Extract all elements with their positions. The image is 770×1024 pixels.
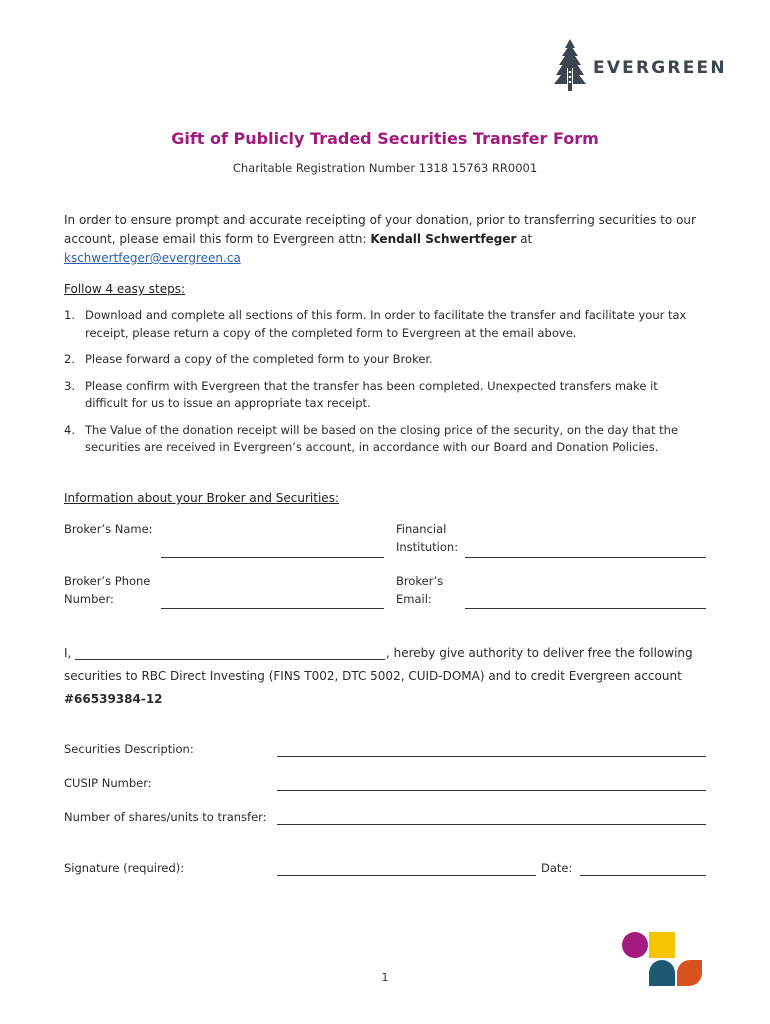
brand-wordmark: EVERGREEN [593,58,727,78]
date-label: Date: [541,861,573,875]
broker-phone-input[interactable] [161,594,384,609]
step-item [64,422,704,457]
financial-institution-input[interactable] [465,543,706,558]
intro-at: at [516,232,533,246]
broker-name-label: Broker’s Name: [64,522,153,536]
step-item [64,378,704,413]
broker-email-input[interactable] [465,594,706,609]
broker-email-label-line1: Broker’s [396,574,444,588]
account-number: #66539384-12 [64,692,163,706]
registration-number: Charitable Registration Number 1318 15763 RR0001 [232,161,538,175]
step-item [64,351,704,369]
step-text: The Value of the donation receipt will be based on the closing price of the security, on the day that the securities are received in Evergreen’s account, in accordance with our Board and Donation Policies. [85,422,679,454]
shares-units-label: Number of shares/units to transfer: [64,810,267,824]
contact-name: Kendall Schwertfeger [370,232,517,246]
form-title: Gift of Publicly Traded Securities Transfer Form [171,129,599,148]
steps-list [64,307,704,466]
contact-email-link[interactable]: kschwertfeger@evergreen.ca [64,251,241,265]
step-number: 4. [64,422,75,437]
step-number: 1. [64,308,75,322]
securities-description-label: Securities Description: [64,742,194,756]
tree-icon [552,38,588,94]
intro-text: In order to ensure prompt and accurate receipting of your donation, prior to transferring securities to our account, please email this form to Evergreen attn: [64,213,696,246]
signature-label: Signature (required): [64,861,185,875]
step-text: Download and complete all sections of this form. In order to facilitate the transfer and facilitate your tax receipt, please return a copy of the completed form to Evergreen at the email above. [85,308,687,340]
cusip-number-label: CUSIP Number: [64,776,152,790]
intro-paragraph [64,211,704,268]
securities-description-input[interactable] [277,742,706,757]
date-input[interactable] [580,861,706,876]
financial-institution-label-line1: Financial [396,522,447,536]
step-text: Please confirm with Evergreen that the transfer has been completed. Unexpected transfers make it difficult for us to issue an appropriate tax receipt. [85,378,658,410]
step-item [64,307,704,342]
broker-phone-label-line1: Broker’s Phone [64,574,151,588]
authority-prefix: I, [64,646,72,660]
step-text: Please forward a copy of the completed form to your Broker. [85,352,433,366]
step-number: 3. [64,378,75,393]
broker-name-input[interactable] [161,543,384,558]
authority-text: , hereby give authority to deliver free the following [386,646,693,660]
cusip-number-input[interactable] [277,776,706,791]
signature-input[interactable] [277,861,536,876]
broker-phone-label-line2: Number: [64,592,114,606]
donor-name-input[interactable] [75,645,385,660]
broker-heading: Information about your Broker and Securities: [64,491,339,505]
shares-units-input[interactable] [277,810,706,825]
purple-circle-shape [622,932,648,958]
broker-email-label-line2: Email: [396,592,432,606]
yellow-square-shape [649,932,675,958]
page-number: 1 [381,971,389,984]
steps-heading: Follow 4 easy steps: [64,282,186,296]
financial-institution-label-line2: Institution: [396,540,459,554]
authority-text-line2: securities to RBC Direct Investing (FINS T002, DTC 5002, CUID-DOMA) and to credit Evergreen account [64,669,682,683]
step-number: 2. [64,352,75,366]
